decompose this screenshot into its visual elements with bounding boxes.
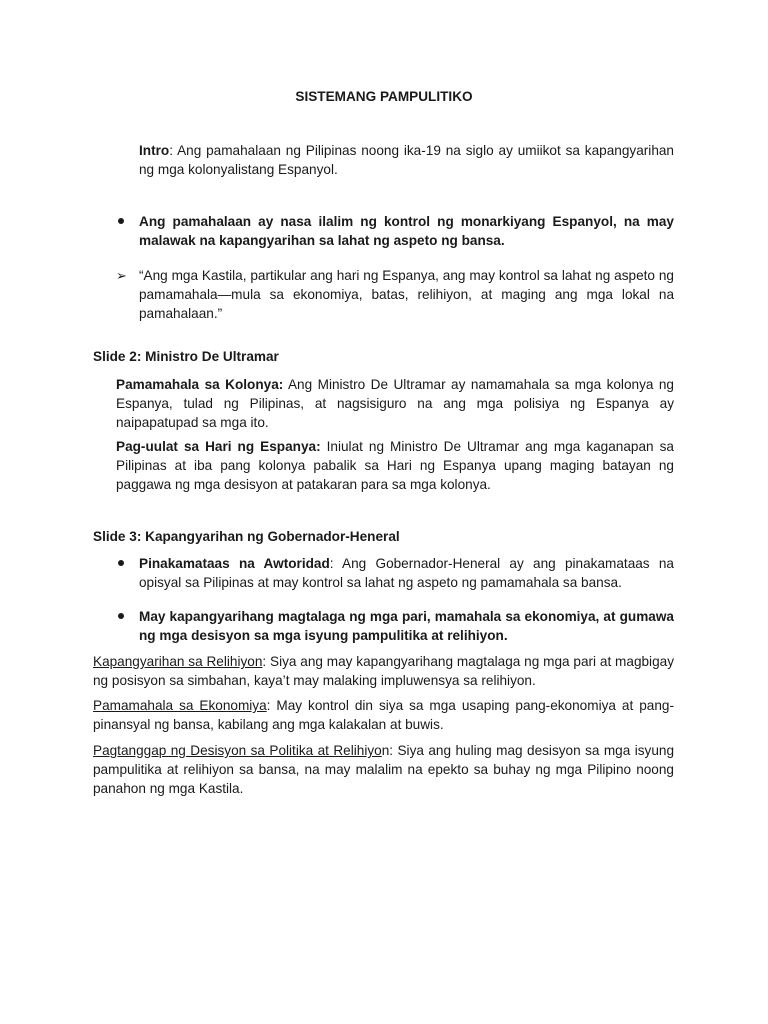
bullet-dot-icon: [118, 560, 124, 566]
quote-paragraph: “Ang mga Kastila, partikular ang hari ng Espanya, ang may kontrol sa lahat ng aspeto ng pamamahala—mula sa ekonomiya, batas, relihiyon, at maging ang mga lokal na pamahalaan.”: [139, 268, 674, 321]
intro-paragraph: [139, 141, 674, 179]
slide3-p3-label-tail: n: [381, 743, 390, 758]
slide3-paragraph-3: [93, 741, 674, 798]
slide3-p3-label: Pagtanggap ng Desisyon sa Politika at Relihiyo: [93, 743, 382, 758]
slide3-p2-text: : May kontrol din siya sa mga usaping pang-ekonomiya at pang-pinansyal ng bansa, kabilang ang mga kalakalan at buwis.: [93, 698, 674, 732]
slide3-p2-label: Pamamahala sa Ekonomiya: [93, 698, 267, 713]
slide2-paragraph-2: [116, 437, 674, 494]
bullet-dot-icon: [118, 218, 124, 224]
slide3-bullet-2: May kapangyarihang magtalaga ng mga pari, mamahala sa ekonomiya, at gumawa ng mga desisyon sa mga isyung pampulitika at relihiyon.: [139, 609, 674, 643]
intro-text: : Ang pamahalaan ng Pilipinas noong ika-19 na siglo ay umiikot sa kapangyarihan ng mga kolonyalistang Espanyol.: [139, 143, 674, 177]
slide3-paragraph-2: [93, 696, 674, 734]
bullet-paragraph-1: Ang pamahalaan ay nasa ilalim ng kontrol ng monarkiyang Espanyol, na may malawak na kapangyarihan sa lahat ng aspeto ng bansa.: [139, 214, 674, 248]
slide3-p3-text: : Siya ang huling mag desisyon sa mga isyung pampulitika at relihiyon sa bansa, na may malalim na epekto sa buhay ng mga Pilipino noong panahon ng mga Kastila.: [93, 743, 675, 796]
slide3-p1-text: : Siya ang may kapangyarihang magtalaga ng mga pari at magbigay ng posisyon sa simbahan, kaya’t may malaking impluwensya sa relihiyon.: [93, 654, 674, 688]
slide3-b1-label: Pinakamataas na Awtoridad: [139, 556, 330, 571]
slide2-p1-label: Pamamahala sa Kolonya:: [116, 377, 284, 392]
bullet-dot-icon: [118, 613, 124, 619]
arrow-bullet-icon: ➢: [116, 268, 127, 283]
slide3-b1-text: : Ang Gobernador-Heneral ay ang pinakamataas na opisyal sa Pilipinas at may kontrol sa lahat ng aspeto ng pamamahala sa bansa.: [139, 556, 674, 590]
slide2-paragraph-1: [116, 375, 674, 432]
slide2-p1-text: Ang Ministro De Ultramar ay namamahala sa mga kolonya ng Espanya, tulad ng Pilipinas, at nagsisiguro na ang mga polisiya ng Espanya ay naipapatupad sa mga ito.: [116, 377, 674, 430]
slide2-heading: Slide 2: Ministro De Ultramar: [93, 349, 279, 364]
slide3-heading: Slide 3: Kapangyarihan ng Gobernador-Heneral: [93, 529, 400, 544]
slide3-bullet-1: [139, 554, 674, 592]
document-title: SISTEMANG PAMPULITIKO: [295, 89, 473, 104]
slide2-p2-text: Iniulat ng Ministro De Ultramar ang mga kaganapan sa Pilipinas at iba pang kolonya pabalik sa Hari ng Espanya upang maging batayan ng paggawa ng mga desisyon at patakaran para sa mga kolonya.: [116, 439, 674, 492]
slide3-paragraph-1: [93, 652, 674, 690]
intro-label: Intro: [139, 143, 170, 158]
slide2-p2-label: Pag-uulat sa Hari ng Espanya:: [116, 439, 321, 454]
slide3-p1-label: Kapangyarihan sa Relihiyon: [93, 654, 263, 669]
